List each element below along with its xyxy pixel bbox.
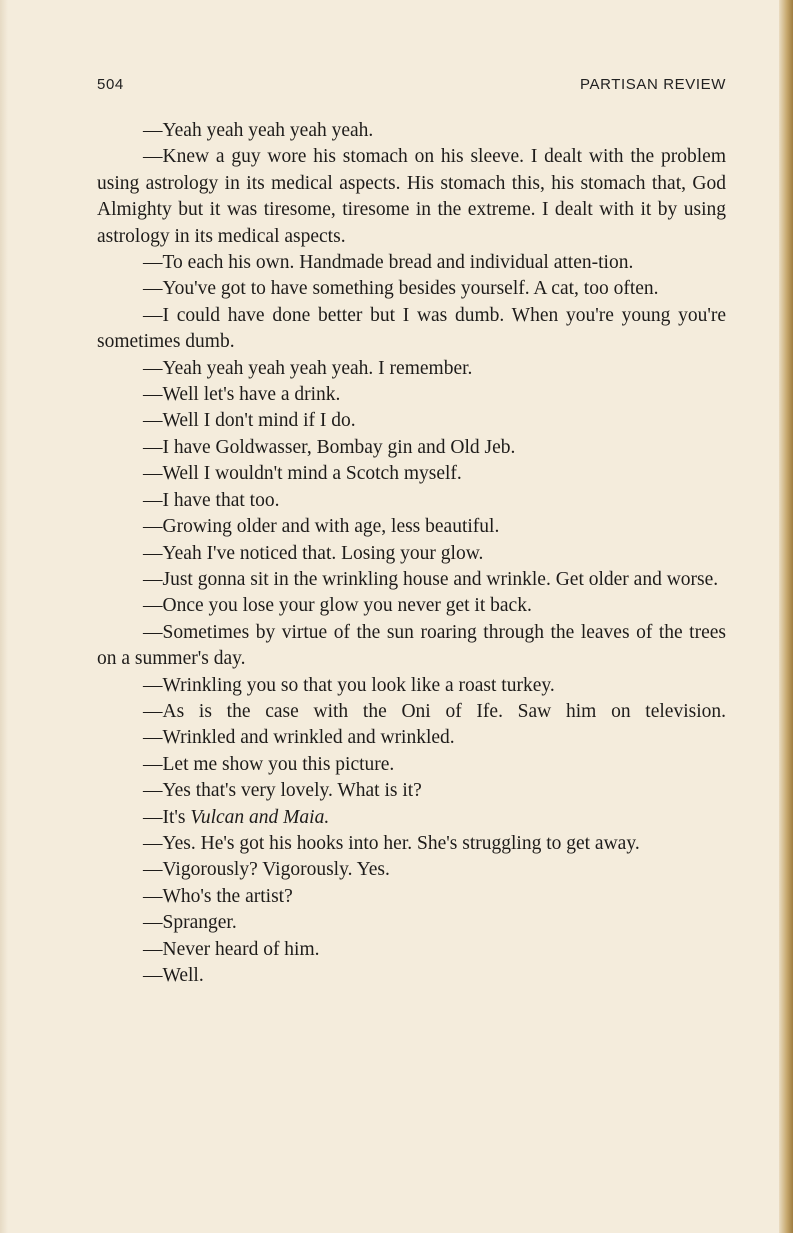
- dialogue-line: —Well I don't mind if I do.: [143, 410, 356, 432]
- dialogue-line: —Never heard of him.: [143, 938, 320, 960]
- page-edge: [779, 0, 793, 1233]
- dialogue-line: [97, 805, 726, 831]
- dialogue-line: —Well I wouldn't mind a Scotch myself.: [143, 463, 462, 485]
- dialogue-line: —Vigorously? Vigorously. Yes.: [143, 859, 390, 881]
- dialogue-line: —Growing older and with age, less beautiful.: [143, 516, 500, 538]
- dialogue-line: —Well let's have a drink.: [143, 384, 341, 406]
- page-gutter-shadow: [0, 0, 8, 1233]
- dialogue-line: —Sometimes by virtue of the sun roaring through the leaves of the trees on a summer's day.: [97, 621, 726, 670]
- dialogue-line: —Yeah yeah yeah yeah yeah.: [143, 120, 374, 141]
- dialogue-line: —Yeah yeah yeah yeah yeah. I remember.: [143, 357, 473, 379]
- dialogue-line: —Wrinkling you so that you look like a roast turkey.: [143, 674, 555, 696]
- dialogue-line: —I have Goldwasser, Bombay gin and Old Jeb.: [143, 436, 516, 458]
- dialogue-line: —Yeah I've noticed that. Losing your glow.: [143, 542, 484, 564]
- dialogue-line: —Just gonna sit in the wrinkling house and wrinkle. Get older and worse.: [143, 568, 719, 590]
- running-head: [97, 76, 726, 98]
- dialogue-line: —Yes that's very lovely. What is it?: [143, 780, 422, 802]
- dialogue-line: —You've got to have something besides yourself. A cat, too often.: [143, 278, 659, 300]
- artwork-title: Vulcan and Maia.: [190, 806, 330, 828]
- dialogue-line: —Knew a guy wore his stomach on his sleeve. I dealt with the problem using astrology in its medical aspects. His stomach this, his stomach that, God Almighty but it was tiresome, tiresome in the extreme. I dealt with it by using astrology in its medical aspects.: [97, 146, 726, 247]
- dialogue-line: —To each his own. Handmade bread and individual atten-tion.: [143, 252, 634, 274]
- dialogue-line: —Wrinkled and wrinkled and wrinkled.: [143, 727, 455, 749]
- dialogue-line: —Yes. He's got his hooks into her. She's struggling to get away.: [143, 832, 640, 854]
- text-body: [97, 118, 726, 989]
- dialogue-text: —It's: [143, 806, 191, 828]
- dialogue-line: —I could have done better but I was dumb. When you're young you're sometimes dumb.: [97, 304, 726, 353]
- dialogue-line: —Who's the artist?: [143, 885, 293, 907]
- dialogue-line: —Spranger.: [143, 912, 237, 934]
- dialogue-line: —Once you lose your glow you never get it back.: [143, 595, 532, 617]
- journal-title: PARTISAN REVIEW: [580, 76, 726, 93]
- dialogue-line: —Let me show you this picture.: [143, 753, 395, 775]
- page-number: 504: [97, 76, 124, 93]
- dialogue-line: —Well.: [143, 965, 204, 986]
- dialogue-line: —As is the case with the Oni of Ife. Saw him on television.: [143, 700, 726, 722]
- dialogue-line: —I have that too.: [143, 489, 280, 511]
